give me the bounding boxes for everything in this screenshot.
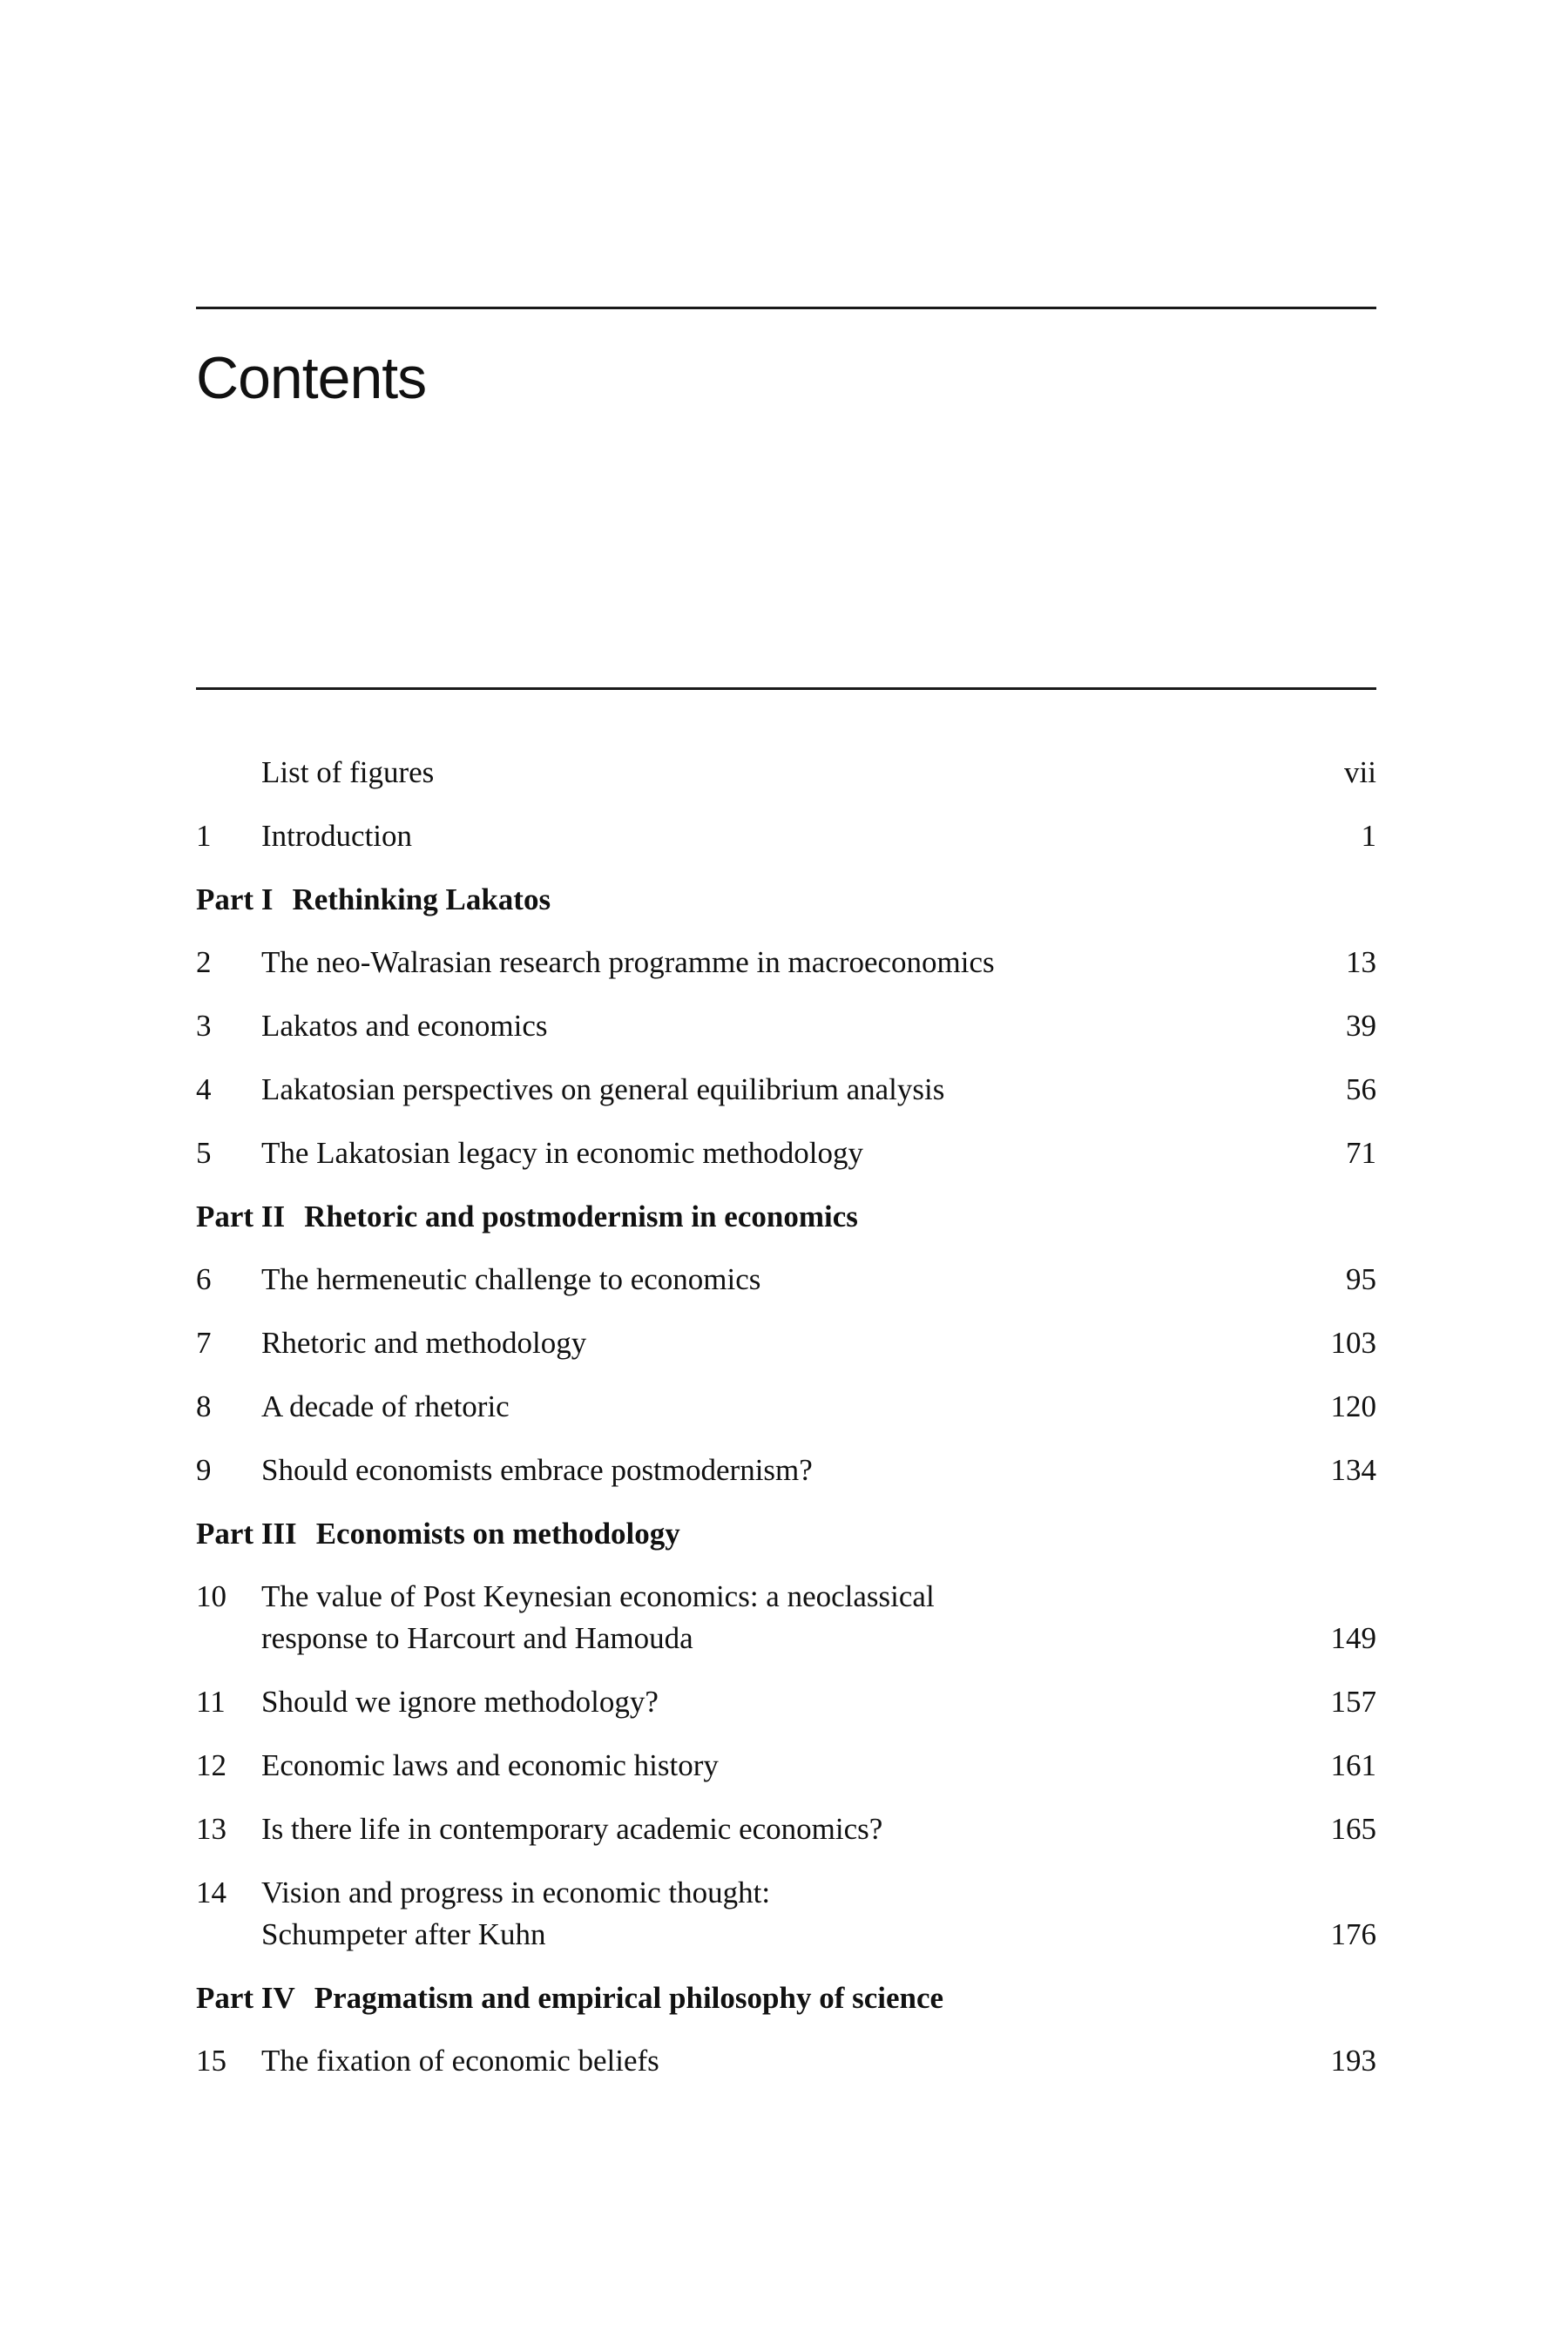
chapter-number: 1 bbox=[196, 819, 212, 853]
part-heading bbox=[196, 1196, 1376, 1238]
page-number: 13 bbox=[1346, 945, 1376, 979]
toc-entry bbox=[196, 1576, 1376, 1659]
chapter-number: 15 bbox=[196, 2044, 226, 2078]
page-number: 120 bbox=[1330, 1389, 1376, 1423]
chapter-title-line: Vision and progress in economic thought: bbox=[261, 1876, 771, 1909]
part-heading bbox=[196, 879, 1376, 921]
chapter-title-line: Introduction bbox=[261, 819, 413, 853]
chapter-title-line: Lakatosian perspectives on general equilibrium analysis bbox=[261, 1072, 945, 1106]
part-title: Pragmatism and empirical philosophy of science bbox=[314, 1981, 944, 2015]
chapter-title-line: The hermeneutic challenge to economics bbox=[261, 1262, 761, 1296]
toc-entry bbox=[196, 815, 1376, 857]
page-number: 149 bbox=[1330, 1621, 1376, 1655]
page-number: 176 bbox=[1330, 1917, 1376, 1951]
page-number: 1 bbox=[1361, 819, 1376, 853]
toc-entry bbox=[196, 1259, 1376, 1301]
toc-entry bbox=[196, 1745, 1376, 1787]
chapter-title bbox=[261, 1069, 1346, 1111]
chapter-number: 6 bbox=[196, 1262, 212, 1296]
chapter-number: 3 bbox=[196, 1009, 212, 1043]
chapter-number: 13 bbox=[196, 1812, 226, 1846]
chapter-title bbox=[261, 1745, 1331, 1787]
toc-entry bbox=[196, 942, 1376, 983]
toc-entry bbox=[196, 1005, 1376, 1047]
chapter-title-line: A decade of rhetoric bbox=[261, 1389, 510, 1423]
table-of-contents bbox=[196, 752, 1376, 2104]
chapter-title-line: Is there life in contemporary academic economics? bbox=[261, 1812, 883, 1846]
chapter-number: 11 bbox=[196, 1685, 226, 1719]
part-title: Rethinking Lakatos bbox=[292, 882, 551, 916]
part-title: Economists on methodology bbox=[315, 1517, 680, 1551]
chapter-title bbox=[261, 1259, 1346, 1301]
chapter-title-line: response to Harcourt and Hamouda bbox=[261, 1621, 693, 1655]
page-number: 56 bbox=[1346, 1072, 1376, 1106]
chapter-title-line: Schumpeter after Kuhn bbox=[261, 1917, 546, 1951]
chapter-title bbox=[261, 1450, 1331, 1491]
page-number: 193 bbox=[1330, 2044, 1376, 2078]
page-number: 103 bbox=[1330, 1326, 1376, 1360]
page-number: vii bbox=[1344, 755, 1376, 789]
chapter-title bbox=[261, 1681, 1331, 1723]
chapter-title-line: Economic laws and economic history bbox=[261, 1748, 719, 1782]
toc-entry bbox=[196, 1681, 1376, 1723]
chapter-number: 14 bbox=[196, 1876, 226, 1909]
chapter-title bbox=[261, 2040, 1331, 2082]
chapter-title bbox=[261, 1808, 1331, 1850]
toc-entry bbox=[196, 1386, 1376, 1428]
toc-entry bbox=[196, 1808, 1376, 1850]
part-label: Part I bbox=[196, 882, 274, 916]
page-number: 157 bbox=[1330, 1685, 1376, 1719]
page-number: 71 bbox=[1346, 1136, 1376, 1170]
toc-entry bbox=[196, 1450, 1376, 1491]
part-heading bbox=[196, 1513, 1376, 1555]
page-number: 165 bbox=[1330, 1812, 1376, 1846]
part-heading bbox=[196, 1977, 1376, 2019]
toc-entry bbox=[196, 752, 1376, 794]
toc-entry bbox=[196, 1322, 1376, 1364]
contents-rule bbox=[196, 687, 1376, 690]
part-label: Part II bbox=[196, 1200, 286, 1233]
chapter-title bbox=[261, 752, 1344, 794]
top-rule bbox=[196, 307, 1376, 309]
chapter-number: 8 bbox=[196, 1389, 212, 1423]
chapter-title-line: Should economists embrace postmodernism? bbox=[261, 1453, 813, 1487]
chapter-number: 12 bbox=[196, 1748, 226, 1782]
chapter-title-line: The Lakatosian legacy in economic methodology bbox=[261, 1136, 864, 1170]
chapter-number: 9 bbox=[196, 1453, 212, 1487]
chapter-title bbox=[261, 1005, 1346, 1047]
chapter-number: 7 bbox=[196, 1326, 212, 1360]
chapter-title-line: Should we ignore methodology? bbox=[261, 1685, 659, 1719]
chapter-title-line: Lakatos and economics bbox=[261, 1009, 548, 1043]
chapter-title bbox=[261, 1322, 1331, 1364]
chapter-number: 2 bbox=[196, 945, 212, 979]
chapter-title-line: List of figures bbox=[261, 755, 435, 789]
chapter-title bbox=[261, 1386, 1331, 1428]
chapter-title-line: Rhetoric and methodology bbox=[261, 1326, 587, 1360]
page-number: 95 bbox=[1346, 1262, 1376, 1296]
page-number: 39 bbox=[1346, 1009, 1376, 1043]
toc-entry bbox=[196, 1872, 1376, 1956]
page-number: 134 bbox=[1330, 1453, 1376, 1487]
chapter-title bbox=[261, 1576, 1331, 1659]
chapter-title bbox=[261, 815, 1362, 857]
chapter-title-line: The value of Post Keynesian economics: a neoclassical bbox=[261, 1579, 935, 1613]
chapter-title bbox=[261, 942, 1346, 983]
toc-entry bbox=[196, 1069, 1376, 1111]
page-number: 161 bbox=[1330, 1748, 1376, 1782]
part-label: Part III bbox=[196, 1517, 297, 1551]
chapter-title-line: The fixation of economic beliefs bbox=[261, 2044, 659, 2078]
chapter-title-line: The neo-Walrasian research programme in macroeconomics bbox=[261, 945, 995, 979]
chapter-number: 4 bbox=[196, 1072, 212, 1106]
part-label: Part IV bbox=[196, 1981, 295, 2015]
part-title: Rhetoric and postmodernism in economics bbox=[304, 1200, 858, 1233]
toc-entry bbox=[196, 1132, 1376, 1174]
chapter-title bbox=[261, 1872, 1331, 1956]
chapter-number: 10 bbox=[196, 1579, 226, 1613]
chapter-number: 5 bbox=[196, 1136, 212, 1170]
page-title: Contents bbox=[196, 345, 427, 411]
toc-entry bbox=[196, 2040, 1376, 2082]
chapter-title bbox=[261, 1132, 1346, 1174]
